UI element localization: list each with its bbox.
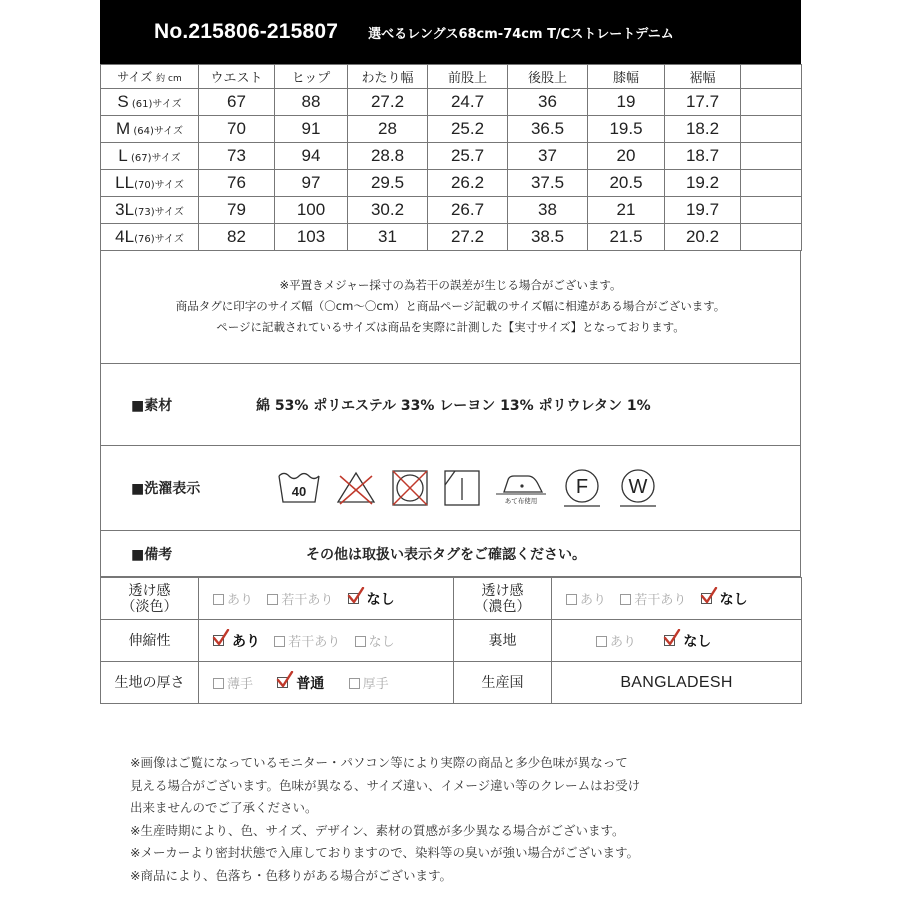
checked-checkbox-icon xyxy=(701,591,716,605)
column-header: 前股上 xyxy=(428,65,508,89)
table-row xyxy=(101,620,802,662)
table-cell: 37 xyxy=(508,143,588,170)
checkbox-icon xyxy=(355,636,366,647)
option-nashi-selected: なし xyxy=(664,634,711,650)
table-cell: 38.5 xyxy=(508,224,588,251)
checkbox-icon xyxy=(267,594,278,605)
checkbox-icon xyxy=(566,594,577,605)
footer-line: ※画像はご覧になっているモニター・パソコン等により実際の商品と多少色味が異なって xyxy=(130,755,628,770)
table-cell: 28.8 xyxy=(348,143,428,170)
care-icons xyxy=(276,466,672,510)
option-nashi-selected: なし xyxy=(348,592,395,608)
footer-line: 出来ませんのでご了承ください。 xyxy=(130,800,318,815)
option-ari: あり xyxy=(596,635,636,650)
no-tumble-dry-icon xyxy=(390,468,430,508)
checked-checkbox-icon xyxy=(277,675,292,689)
remarks-section xyxy=(100,531,801,577)
wet-clean-w-icon xyxy=(616,466,660,510)
material-section xyxy=(100,364,801,446)
wet-clean-letter: W xyxy=(628,476,648,498)
lining-options xyxy=(552,620,802,662)
thickness-label: 生地の厚さ xyxy=(101,662,199,704)
table-cell xyxy=(741,116,802,143)
table-row xyxy=(101,578,802,620)
table-cell: 103 xyxy=(275,224,348,251)
table-cell: 19.7 xyxy=(665,197,741,224)
table-cell: 73 xyxy=(199,143,275,170)
footer-notes xyxy=(130,752,640,887)
table-cell: 37.5 xyxy=(508,170,588,197)
checked-checkbox-icon xyxy=(664,633,679,647)
table-row xyxy=(101,170,802,197)
note-line: ページに記載されているサイズは商品を実際に計測した【実寸サイズ】となっております。 xyxy=(216,320,685,334)
table-cell: 31 xyxy=(348,224,428,251)
header-bar xyxy=(100,0,801,64)
footer-line: 見える場合がございます。色味が異なる、サイズ違い、イメージ違い等のクレームはお受け xyxy=(130,777,641,793)
table-cell: 27.2 xyxy=(348,89,428,116)
size-label: S (61)サイズ xyxy=(101,89,199,116)
size-label: 4L(76)サイズ xyxy=(101,224,199,251)
table-cell: 91 xyxy=(275,116,348,143)
option-ari: あり xyxy=(566,593,606,608)
line-dry-icon xyxy=(442,468,482,508)
option-nashi-selected: なし xyxy=(701,592,748,608)
table-cell: 29.5 xyxy=(348,170,428,197)
table-cell: 19 xyxy=(588,89,665,116)
table-cell xyxy=(741,89,802,116)
stretch-label: 伸縮性 xyxy=(101,620,199,662)
table-cell: 20.2 xyxy=(665,224,741,251)
table-cell: 70 xyxy=(199,116,275,143)
attributes-table xyxy=(100,577,802,704)
option-ari: あり xyxy=(213,593,253,608)
size-label: 3L(73)サイズ xyxy=(101,197,199,224)
table-cell: 82 xyxy=(199,224,275,251)
table-cell: 25.7 xyxy=(428,143,508,170)
material-value: 綿 53% ポリエステル 33% レーヨン 13% ポリウレタン 1% xyxy=(256,397,651,414)
table-cell: 97 xyxy=(275,170,348,197)
table-cell: 79 xyxy=(199,197,275,224)
sheer-dark-label: 透け感 （濃色） xyxy=(454,578,552,620)
checkbox-icon xyxy=(349,678,360,689)
footer-line: ※メーカーより密封状態で入庫しておりますので、染料等の臭いが強い場合がございます。 xyxy=(130,845,639,860)
table-cell: 38 xyxy=(508,197,588,224)
table-row xyxy=(101,197,802,224)
note-line: ※平置きメジャー採寸の為若干の誤差が生じる場合がございます。 xyxy=(279,278,622,292)
option-atsude: 厚手 xyxy=(349,677,389,692)
table-cell: 30.2 xyxy=(348,197,428,224)
checked-checkbox-icon xyxy=(348,591,363,605)
iron-note: あて布使用 xyxy=(504,497,538,505)
column-header: 裾幅 xyxy=(665,65,741,89)
table-cell xyxy=(741,143,802,170)
table-row xyxy=(101,143,802,170)
option-jakkan-ari: 若干あり xyxy=(274,635,340,650)
no-bleach-icon xyxy=(334,468,378,508)
table-cell: 25.2 xyxy=(428,116,508,143)
sheer-dark-options xyxy=(552,578,802,620)
table-cell: 20.5 xyxy=(588,170,665,197)
notes-section xyxy=(100,251,801,364)
country-label: 生産国 xyxy=(454,662,552,704)
column-header xyxy=(741,65,802,89)
footer-line: ※生産時期により、色、サイズ、デザイン、素材の質感が多少異なる場合がございます。 xyxy=(130,822,625,838)
checkbox-icon xyxy=(274,636,285,647)
remarks-label: ■備考 xyxy=(131,546,173,563)
table-cell: 20 xyxy=(588,143,665,170)
option-usude: 薄手 xyxy=(213,677,253,692)
table-cell: 19.2 xyxy=(665,170,741,197)
column-header: 後股上 xyxy=(508,65,588,89)
washing-label: ■洗濯表示 xyxy=(131,481,201,497)
sheer-light-label: 透け感 （淡色） xyxy=(101,578,199,620)
checkbox-icon xyxy=(620,594,631,605)
lining-label: 裏地 xyxy=(454,620,552,662)
spec-sheet xyxy=(100,0,801,704)
size-header-cell: サイズ 約 cm xyxy=(101,65,199,89)
table-cell: 28 xyxy=(348,116,428,143)
sheer-light-options xyxy=(199,578,454,620)
table-cell: 27.2 xyxy=(428,224,508,251)
table-cell: 76 xyxy=(199,170,275,197)
column-header: ヒップ xyxy=(275,65,348,89)
table-cell: 26.2 xyxy=(428,170,508,197)
table-cell: 17.7 xyxy=(665,89,741,116)
checkbox-icon xyxy=(596,636,607,647)
table-cell xyxy=(741,224,802,251)
table-cell: 21 xyxy=(588,197,665,224)
table-cell: 19.5 xyxy=(588,116,665,143)
option-jakkan-ari: 若干あり xyxy=(620,593,686,608)
table-cell: 36 xyxy=(508,89,588,116)
footer-line: ※商品により、色落ち・色移りがある場合がございます。 xyxy=(130,867,452,883)
note-line: 商品タグに印字のサイズ幅（〇cm〜〇cm）と商品ページ記載のサイズ幅に相違がある場合がございます。 xyxy=(175,299,726,313)
size-label: LL(70)サイズ xyxy=(101,170,199,197)
column-header: わたり幅 xyxy=(348,65,428,89)
table-cell: 36.5 xyxy=(508,116,588,143)
table-cell: 18.2 xyxy=(665,116,741,143)
size-table xyxy=(100,64,802,251)
table-cell: 24.7 xyxy=(428,89,508,116)
product-code: No.215806-215807 xyxy=(154,20,339,43)
checked-checkbox-icon xyxy=(213,633,228,647)
product-title: 選べるレングス68cm-74cm T/Cストレートデニム xyxy=(368,26,674,42)
thickness-options xyxy=(199,662,454,704)
size-label: M (64)サイズ xyxy=(101,116,199,143)
table-cell: 26.7 xyxy=(428,197,508,224)
table-row xyxy=(101,662,802,704)
table-cell xyxy=(741,170,802,197)
washing-section xyxy=(100,446,801,531)
option-jakkan-ari: 若干あり xyxy=(267,593,333,608)
table-row xyxy=(101,224,802,251)
checkbox-icon xyxy=(213,594,224,605)
column-header: ウエスト xyxy=(199,65,275,89)
dry-clean-letter: F xyxy=(575,476,589,498)
table-cell: 21.5 xyxy=(588,224,665,251)
country-value: BANGLADESH xyxy=(552,662,802,704)
checkbox-icon xyxy=(213,678,224,689)
option-ari-selected: あり xyxy=(213,634,260,650)
table-cell: 88 xyxy=(275,89,348,116)
size-label: L (67)サイズ xyxy=(101,143,199,170)
table-cell xyxy=(741,197,802,224)
wash-temperature: 40 xyxy=(291,484,307,499)
table-row xyxy=(101,89,802,116)
option-futsuu-selected: 普通 xyxy=(277,676,324,692)
table-row xyxy=(101,116,802,143)
table-cell: 67 xyxy=(199,89,275,116)
table-cell: 100 xyxy=(275,197,348,224)
column-header: 膝幅 xyxy=(588,65,665,89)
material-label: ■素材 xyxy=(131,397,173,414)
option-nashi: なし xyxy=(355,635,395,650)
table-cell: 94 xyxy=(275,143,348,170)
dry-clean-f-icon xyxy=(560,466,604,510)
remarks-value: その他は取扱い表示タグをご確認ください。 xyxy=(306,546,586,563)
wash-tub-icon xyxy=(276,468,322,508)
size-table-header xyxy=(101,65,802,89)
stretch-options xyxy=(199,620,454,662)
table-cell: 18.7 xyxy=(665,143,741,170)
iron-icon xyxy=(494,468,548,508)
